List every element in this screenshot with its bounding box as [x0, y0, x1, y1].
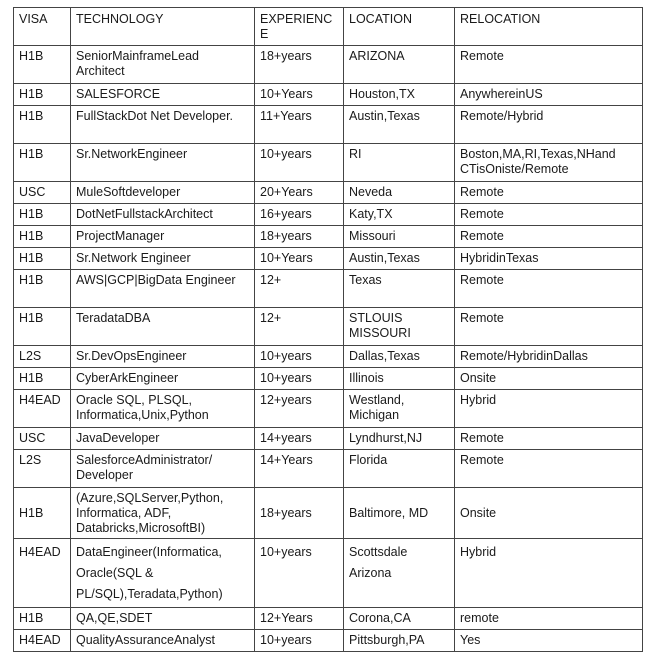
cell-experience: 12+Years: [255, 608, 344, 630]
cell-experience: 12+: [255, 270, 344, 308]
cell-relocation: Remote: [455, 270, 643, 308]
cell-relocation: Boston,MA,RI,Texas,NHand CTisOniste/Remote: [455, 144, 643, 182]
cell-experience: 11+Years: [255, 106, 344, 144]
cell-location: Pittsburgh,PA: [344, 630, 455, 652]
cell-location: Florida: [344, 450, 455, 488]
cell-experience: 10+Years: [255, 248, 344, 270]
cell-experience: 12+years: [255, 390, 344, 428]
cell-visa: H1B: [14, 608, 71, 630]
table-row: [14, 144, 643, 182]
cell-location: Dallas,Texas: [344, 346, 455, 368]
cell-location: Baltimore, MD: [344, 488, 455, 539]
cell-location: Texas: [344, 270, 455, 308]
cell-visa: L2S: [14, 450, 71, 488]
cell-location: Illinois: [344, 368, 455, 390]
cell-relocation: Yes: [455, 630, 643, 652]
cell-location: Missouri: [344, 226, 455, 248]
table-row: [14, 539, 643, 608]
cell-technology: QualityAssuranceAnalyst: [71, 630, 255, 652]
cell-relocation: Hybrid: [455, 539, 643, 608]
header-relocation: RELOCATION: [455, 8, 643, 46]
cell-technology: ProjectManager: [71, 226, 255, 248]
cell-experience: 20+Years: [255, 182, 344, 204]
cell-visa: H1B: [14, 144, 71, 182]
cell-visa: H1B: [14, 488, 71, 539]
cell-experience: 10+years: [255, 144, 344, 182]
cell-experience: 14+Years: [255, 450, 344, 488]
table-row: [14, 608, 643, 630]
table-row: [14, 450, 643, 488]
cell-relocation: Onsite: [455, 368, 643, 390]
cell-experience: 18+years: [255, 46, 344, 84]
cell-technology: DotNetFullstackArchitect: [71, 204, 255, 226]
table-row: [14, 368, 643, 390]
cell-visa: H1B: [14, 46, 71, 84]
cell-visa: H4EAD: [14, 630, 71, 652]
cell-experience: 10+years: [255, 368, 344, 390]
cell-location: Scottsdale Arizona: [344, 539, 455, 608]
header-visa: VISA: [14, 8, 71, 46]
cell-visa: H1B: [14, 248, 71, 270]
cell-location: RI: [344, 144, 455, 182]
cell-visa: H1B: [14, 308, 71, 346]
table-row: [14, 346, 643, 368]
cell-experience: 14+years: [255, 428, 344, 450]
cell-location: Houston,TX: [344, 84, 455, 106]
cell-visa: H1B: [14, 368, 71, 390]
cell-visa: H4EAD: [14, 539, 71, 608]
table-row: [14, 106, 643, 144]
cell-location: Austin,Texas: [344, 106, 455, 144]
cell-technology: AWS|GCP|BigData Engineer: [71, 270, 255, 308]
cell-location: Katy,TX: [344, 204, 455, 226]
cell-technology: (Azure,SQLServer,Python, Informatica, ADF, Databricks,MicrosoftBI): [71, 488, 255, 539]
cell-location: Austin,Texas: [344, 248, 455, 270]
cell-experience: 10+years: [255, 630, 344, 652]
cell-relocation: Onsite: [455, 488, 643, 539]
cell-relocation: remote: [455, 608, 643, 630]
table-row: [14, 84, 643, 106]
cell-technology: QA,QE,SDET: [71, 608, 255, 630]
cell-visa: H4EAD: [14, 390, 71, 428]
cell-technology: FullStackDot Net Developer.: [71, 106, 255, 144]
table-row: [14, 308, 643, 346]
cell-relocation: HybridinTexas: [455, 248, 643, 270]
cell-experience: 12+: [255, 308, 344, 346]
table-row: [14, 428, 643, 450]
table-row: [14, 390, 643, 428]
cell-technology: MuleSoftdeveloper: [71, 182, 255, 204]
cell-technology: DataEngineer(Informatica, Oracle(SQL & PL/SQL),Teradata,Python): [71, 539, 255, 608]
cell-location: Corona,CA: [344, 608, 455, 630]
cell-technology: SALESFORCE: [71, 84, 255, 106]
cell-visa: H1B: [14, 84, 71, 106]
table-row: [14, 182, 643, 204]
cell-relocation: Remote: [455, 450, 643, 488]
cell-technology: Sr.DevOpsEngineer: [71, 346, 255, 368]
cell-relocation: Remote: [455, 428, 643, 450]
cell-technology: TeradataDBA: [71, 308, 255, 346]
cell-technology: CyberArkEngineer: [71, 368, 255, 390]
table-row: [14, 46, 643, 84]
cell-location: Westland, Michigan: [344, 390, 455, 428]
cell-technology: SeniorMainframeLead Architect: [71, 46, 255, 84]
cell-visa: H1B: [14, 226, 71, 248]
table-row: [14, 270, 643, 308]
cell-visa: L2S: [14, 346, 71, 368]
cell-visa: H1B: [14, 204, 71, 226]
header-technology: TECHNOLOGY: [71, 8, 255, 46]
cell-relocation: Remote: [455, 46, 643, 84]
cell-experience: 18+years: [255, 226, 344, 248]
cell-relocation: AnywhereinUS: [455, 84, 643, 106]
table-row: [14, 488, 643, 539]
cell-relocation: Remote: [455, 308, 643, 346]
cell-relocation: Remote: [455, 204, 643, 226]
cell-technology: SalesforceAdministrator/ Developer: [71, 450, 255, 488]
table-row: [14, 204, 643, 226]
header-location: LOCATION: [344, 8, 455, 46]
candidate-table: [13, 7, 643, 652]
table-row: [14, 226, 643, 248]
cell-experience: 18+years: [255, 488, 344, 539]
cell-relocation: Hybrid: [455, 390, 643, 428]
cell-location: STLOUIS MISSOURI: [344, 308, 455, 346]
cell-technology: Sr.Network Engineer: [71, 248, 255, 270]
cell-experience: 10+Years: [255, 84, 344, 106]
cell-technology: JavaDeveloper: [71, 428, 255, 450]
cell-experience: 16+years: [255, 204, 344, 226]
cell-relocation: Remote: [455, 182, 643, 204]
cell-visa: H1B: [14, 106, 71, 144]
cell-relocation: Remote/Hybrid: [455, 106, 643, 144]
cell-technology: Sr.NetworkEngineer: [71, 144, 255, 182]
table-row: [14, 248, 643, 270]
cell-experience: 10+years: [255, 539, 344, 608]
cell-location: ARIZONA: [344, 46, 455, 84]
cell-experience: 10+years: [255, 346, 344, 368]
cell-relocation: Remote: [455, 226, 643, 248]
cell-technology: Oracle SQL, PLSQL, Informatica,Unix,Python: [71, 390, 255, 428]
cell-location: Lyndhurst,NJ: [344, 428, 455, 450]
cell-visa: USC: [14, 428, 71, 450]
cell-relocation: Remote/HybridinDallas: [455, 346, 643, 368]
cell-location: Neveda: [344, 182, 455, 204]
header-experience: EXPERIENCE: [255, 8, 344, 46]
cell-visa: USC: [14, 182, 71, 204]
cell-visa: H1B: [14, 270, 71, 308]
header-row: [14, 8, 643, 46]
